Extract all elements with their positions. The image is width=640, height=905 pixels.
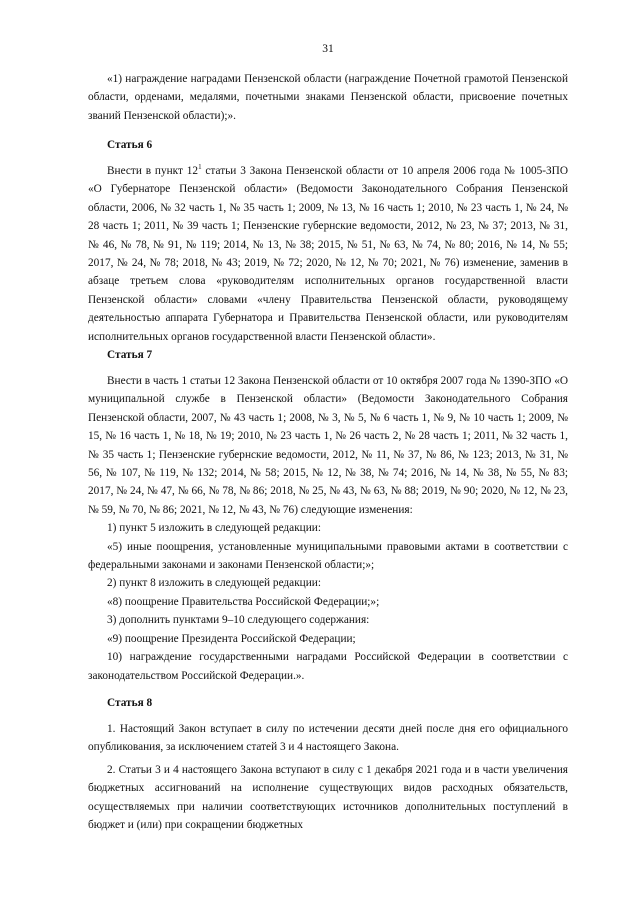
article-6-paragraph — [88, 162, 568, 346]
article-7-body — [88, 372, 568, 685]
article-6-superscript: 1 — [198, 163, 202, 171]
article-6 — [88, 136, 568, 154]
article-7-item-3-text-a: «9) поощрение Президента Российской Федерации; — [107, 632, 356, 645]
article-7 — [88, 346, 568, 364]
article-6-heading: Статья 6 — [107, 139, 153, 151]
intro-block — [88, 70, 568, 125]
article-7-item-1: 1) пункт 5 изложить в следующей редакции: — [107, 522, 321, 535]
intro-paragraph: «1) награждение наградами Пензенской области (награждение Почетной грамотой Пензенской области, орденами, медалями, почетными знаками Пензенской области, присвоение почетных званий Пензенской области);». — [88, 73, 568, 122]
article-8-paragraph-1: 1. Настоящий Закон вступает в силу по истечении десяти дней после дня его официального опубликования, за исключением статей 3 и 4 настоящего Закона. — [88, 723, 568, 754]
article-6-body — [88, 162, 568, 346]
article-7-heading: Статья 7 — [107, 349, 153, 361]
article-8-paragraph-2: 2. Статьи 3 и 4 настоящего Закона вступают в силу с 1 декабря 2021 года и в части увеличения бюджетных ассигнований на исполнение существующих видов расходных обязательств, осуществляемых при наличии соответствующих источников дополнительных поступлений в бюджет и (или) при сокращении бюджетных — [88, 763, 568, 832]
article-8-heading: Статья 8 — [107, 697, 153, 709]
page-number: 31 — [322, 43, 334, 55]
article-7-item-1-text: «5) иные поощрения, установленные муниципальными правовыми актами в соответствии с федеральными законами и законами Пензенской области;»; — [88, 540, 568, 572]
article-8 — [88, 694, 568, 712]
article-8-body — [88, 720, 568, 834]
article-6-text-start: Внести в пункт 12 — [107, 165, 199, 177]
article-7-item-3-text-b: 10) награждение государственными наградами Российской Федерации в соответствии с законодательством Российской Федерации.». — [88, 651, 568, 682]
article-7-paragraph: Внести в часть 1 статьи 12 Закона Пензенской области от 10 октября 2007 года № 1390-ЗПО «О муниципальной службе в Пензенской области» (Ведомости Законодательного Собрания Пензенской области, 2007, № 43 часть 1; 2008, № 3, № 5, № 6 часть 1, № 9, № 10 часть 1; 2009, № 15, № 16 часть 1, № 18, № 19; 2010, № 23 часть 1, № 26 часть 2, № 28 часть 1; 2011, № 32 часть 1, № 35 часть 1; Пензенские губернские ведомости, 2012, № 11, № 37, № 86, № 123; 2013, № 31, № 56, № 107, № 119, № 132; 2014, № 58; 2015, № 12, № 38, № 74; 2016, № 14, № 38, № 55, № 83; 2017, № 24, № 47, № 66, № 78, № 86; 2018, № 25, № 43, № 63, № 88; 2019, № 90; 2020, № 12, № 23, № 59, № 70, № 86; 2021, № 12, № 43, № 76) следующие изменения: — [88, 375, 568, 516]
article-7-item-3: 3) дополнить пунктами 9–10 следующего содержания: — [107, 614, 370, 627]
article-7-item-2: 2) пункт 8 изложить в следующей редакции: — [107, 577, 321, 590]
article-7-item-2-text: «8) поощрение Правительства Российской Федерации;»; — [107, 595, 380, 608]
article-6-text-rest: статьи 3 Закона Пензенской области от 10 апреля 2006 года № 1005-ЗПО «О Губернаторе Пензенской области» (Ведомости Законодательного Собрания Пензенской области, 2006, № 32 часть 1, № 35 часть 1; 2009, № 13, № 16 часть 1; 2010, № 23 часть 1, № 24, № 28 часть 1; 2011, № 39 часть 1; Пензенские губернские ведомости, 2012, № 23, № 37; 2013, № 31, № 46, № 78, № 91, № 119; 2014, № 13, № 38; 2015, № 51, № 63, № 74, № 80; 2016, № 14, № 55; 2017, № 24, № 78; 2018, № 43; 2019, № 72; 2020, № 12, № 70; 2021, № 76) изменение, заменив в абзаце третьем слова «руководителям исполнительных органов государственной власти Пензенской области» словами «члену Правительства Пензенской области, руководящему деятельностью аппарата Губернатора и Правительства Пензенской области, или руководителям исполнительных органов государственной власти Пензенской области». — [88, 165, 569, 343]
